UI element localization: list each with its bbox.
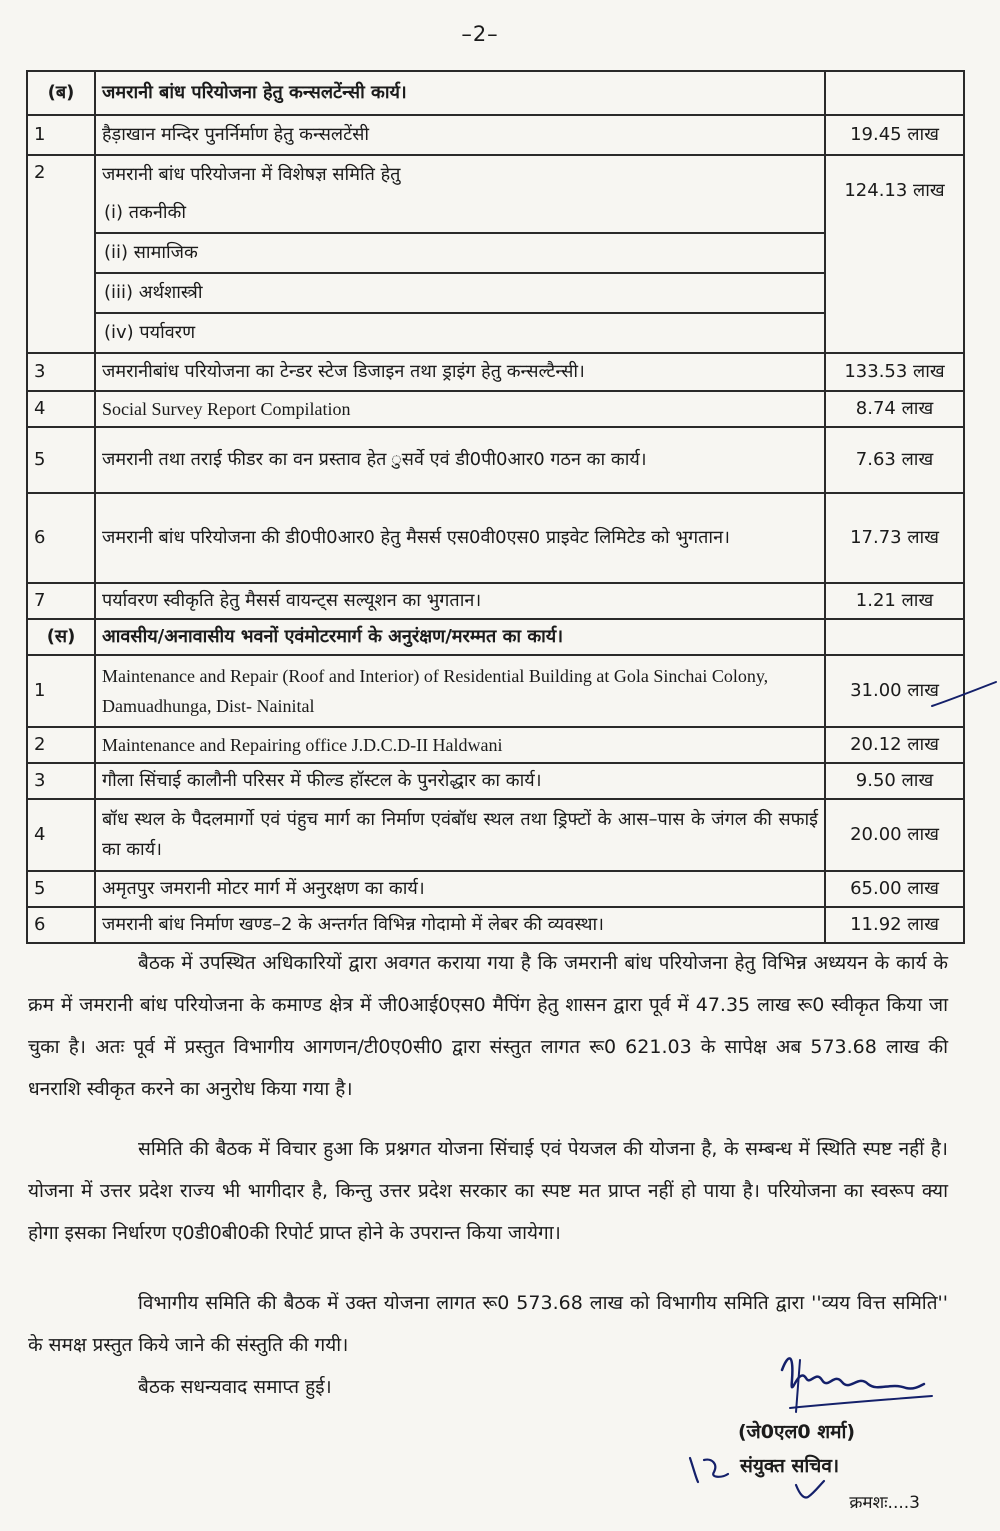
row-description: गौला सिंचाई कालौनी परिसर में फील्ड हॉस्टल के पुनरोद्धार का कार्य। [95, 763, 825, 799]
row-description: हैड़ाखान मन्दिर पुनर्निर्माण हेतु कन्सलटेंसी [95, 115, 825, 155]
cost-table [26, 70, 965, 944]
table-row [27, 155, 964, 193]
section-s-mark: (स) [27, 619, 95, 655]
row-number: 2 [27, 155, 95, 353]
row-description: जमरानीबांध परियोजना का टेन्डर स्टेज डिजाइन तथा ड्राइंग हेतु कन्सल्टैन्सी। [95, 353, 825, 391]
row-number: 5 [27, 871, 95, 907]
row-amount: 31.00 लाख [825, 655, 964, 727]
row-description: अमृतपुर जमरानी मोटर मार्ग में अनुरक्षण का कार्य। [95, 871, 825, 907]
row-amount: 9.50 लाख [825, 763, 964, 799]
section-s-title: आवसीय/अनावासीय भवनों एवंमोटरमार्ग के अनुरंक्षण/मरम्मत का कार्य। [95, 619, 825, 655]
section-b-title: जमरानी बांध परियोजना हेतु कन्सलटेंन्सी कार्य। [95, 71, 825, 115]
row-description: पर्यावरण स्वीकृति हेतु मैसर्स वायन्ट्स सल्यूशन का भुगतान। [95, 583, 825, 619]
section-s-header [27, 619, 964, 655]
table-row [27, 655, 964, 727]
row-description: जमरानी तथा तराई फीडर का वन प्रस्ताव हेत ुसर्वे एवं डी0पी0आर0 गठन का कार्य। [95, 427, 825, 493]
subitem-economist: (iii) अर्थशास्त्री [95, 273, 825, 313]
row-description: जमरानी बांध परियोजना में विशेषज्ञ समिति हेतु [95, 155, 825, 193]
row-amount: 124.13 लाख [825, 155, 964, 353]
row-number: 3 [27, 763, 95, 799]
table-row [27, 493, 964, 583]
section-b-header [27, 71, 964, 115]
row-description: जमरानी बांध परियोजना की डी0पी0आर0 हेतु मैसर्स एस0वी0एस0 प्राइवेट लिमिटेड को भुगतान। [95, 493, 825, 583]
page-number: –2– [461, 22, 499, 46]
row-number: 4 [27, 391, 95, 427]
row-number: 5 [27, 427, 95, 493]
subitem-environment: (iv) पर्यावरण [95, 313, 825, 353]
row-description: Maintenance and Repairing office J.D.C.D-II Haldwani [95, 727, 825, 763]
row-number: 4 [27, 799, 95, 871]
row-number: 3 [27, 353, 95, 391]
subitem-row [27, 193, 964, 233]
table-row [27, 427, 964, 493]
subitem-row [27, 313, 964, 353]
continuation-note: क्रमशः....3 [849, 1493, 920, 1513]
paragraph-committee-discussion: समिति की बैठक में विचार हुआ कि प्रश्नगत योजना सिंचाई एवं पेयजल की योजना है, के सम्बन्ध में स्थिति स्पष्ट नहीं है। योजना में उत्तर प्रदेश राज्य भी भागीदार है, किन्तु उत्तर प्रदेश सरकार का स्पष्ट मत प्राप्त नहीं हो पाया है। परियोजना का स्वरूप क्या होगा इसका निर्धारण ए0डी0बी0की रिपोर्ट प्राप्त होने के उपरान्त किया जायेगा। [28, 1138, 948, 1244]
row-amount: 65.00 लाख [825, 871, 964, 907]
margin-mark-icon [930, 680, 1000, 710]
row-number: 6 [27, 907, 95, 943]
table-row [27, 871, 964, 907]
signatory-designation: संयुक्त सचिव। [740, 1455, 840, 1477]
initials-icon [684, 1448, 740, 1488]
table-row [27, 799, 964, 871]
row-amount: 19.45 लाख [825, 115, 964, 155]
row-number: 7 [27, 583, 95, 619]
paragraph-closing: बैठक सधन्यवाद समाप्त हुई। [138, 1376, 332, 1398]
table-row [27, 583, 964, 619]
table-row [27, 907, 964, 943]
row-description: Social Survey Report Compilation [95, 391, 825, 427]
row-number: 1 [27, 115, 95, 155]
table-row [27, 353, 964, 391]
row-number: 1 [27, 655, 95, 727]
subitem-row [27, 273, 964, 313]
row-amount: 1.21 लाख [825, 583, 964, 619]
row-amount: 17.73 लाख [825, 493, 964, 583]
signatory-name: (जे0एल0 शर्मा) [738, 1421, 856, 1443]
row-description: जमरानी बांध निर्माण खण्ड–2 के अन्तर्गत विभिन्न गोदामो में लेबर की व्यवस्था। [95, 907, 825, 943]
row-number: 2 [27, 727, 95, 763]
row-amount: 20.00 लाख [825, 799, 964, 871]
row-number: 6 [27, 493, 95, 583]
subitem-technical: (i) तकनीकी [95, 193, 825, 233]
row-amount: 8.74 लाख [825, 391, 964, 427]
row-amount: 133.53 लाख [825, 353, 964, 391]
table-row [27, 727, 964, 763]
row-amount: 7.63 लाख [825, 427, 964, 493]
row-amount: 11.92 लाख [825, 907, 964, 943]
table-row [27, 115, 964, 155]
section-b-mark: (ब) [27, 71, 95, 115]
paragraph-recommendation: विभागीय समिति की बैठक में उक्त योजना लागत रू0 573.68 लाख को विभागीय समिति द्वारा ''व्यय वित्त समिति'' के समक्ष प्रस्तुत किये जाने की संस्तुति की गयी। [28, 1292, 948, 1356]
row-description: बॉध स्थल के पैदलमार्गो एवं पंहुच मार्ग का निर्माण एवंबॉध स्थल तथा ड्रिफ्टों के आस–पास के जंगल की सफाई का कार्य। [95, 799, 825, 871]
row-amount: 20.12 लाख [825, 727, 964, 763]
row-description: Maintenance and Repair (Roof and Interior) of Residential Building at Gola Sinchai Colony, Damuadhunga, Dist- Nainital [95, 655, 825, 727]
table-row [27, 391, 964, 427]
paragraph-meeting-info: बैठक में उपस्थित अधिकारियों द्वारा अवगत कराया गया है कि जमरानी बांध परियोजना हेतु विभिन्न अध्ययन के कार्य के क्रम में जमरानी बांध परियोजना के कमाण्ड क्षेत्र में जी0आई0एस0 मैपिंग हेतु शासन द्वारा पूर्व में 47.35 लाख रू0 स्वीकृत किया जा चुका है। अतः पूर्व में प्रस्तुत विभागीय आगणन/टी0ए0सी0 द्वारा संस्तुत लागत रू0 621.03 के सापेक्ष अब 573.68 लाख की धनराशि स्वीकृत करने का अनुरोध किया गया है। [28, 952, 948, 1100]
subitem-row [27, 233, 964, 273]
table-row [27, 763, 964, 799]
signature-icon [760, 1340, 940, 1430]
subitem-social: (ii) सामाजिक [95, 233, 825, 273]
tick-mark-icon [790, 1475, 830, 1505]
